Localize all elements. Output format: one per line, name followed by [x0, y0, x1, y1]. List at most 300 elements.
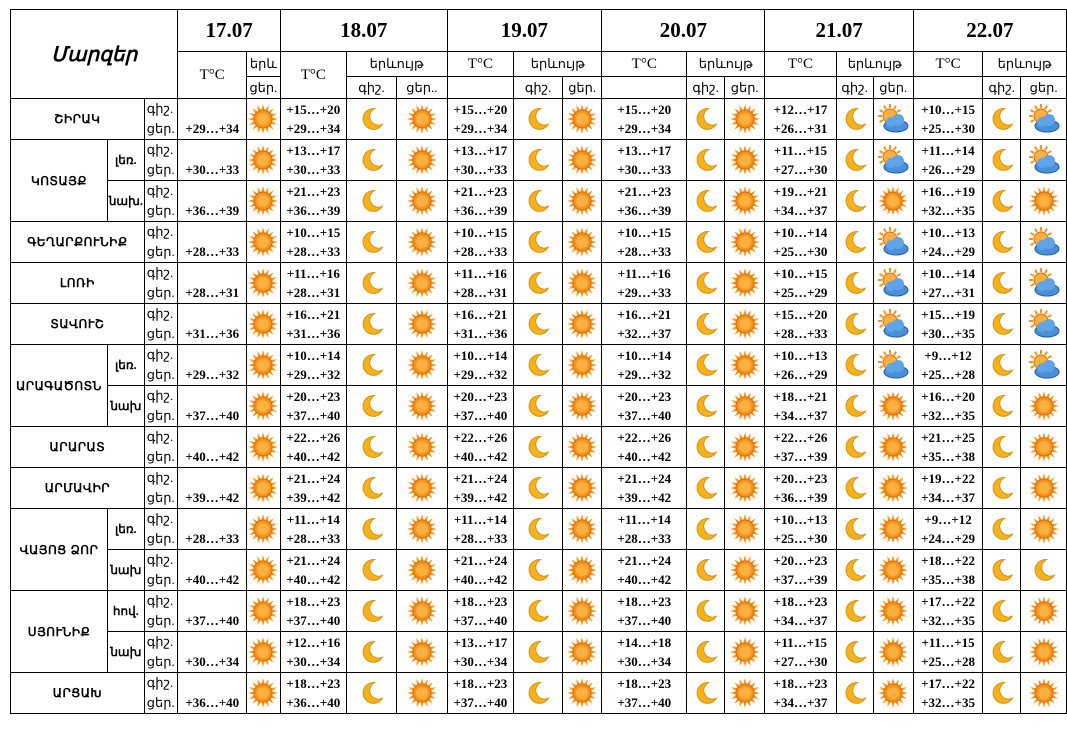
night-temp	[178, 633, 246, 652]
day-temp: +27…+31	[921, 285, 975, 300]
sun-icon	[563, 472, 601, 504]
icon-cell	[514, 181, 563, 222]
night-temp: +21…+24	[617, 471, 672, 486]
phen-header: երևույթ	[687, 52, 765, 77]
temp-cell	[280, 140, 346, 181]
night-temp: +11…+15	[773, 143, 828, 158]
sun-icon	[1021, 636, 1066, 668]
day-temp: +36…+39	[286, 203, 341, 218]
sun-icon	[397, 636, 446, 668]
temp-cell	[602, 673, 687, 714]
icon-cell	[514, 632, 563, 673]
phen-header: երևույթ	[346, 52, 447, 77]
subregion-label: լեռ.	[107, 509, 144, 550]
icon-cell	[873, 550, 913, 591]
night-temp: +22…+26	[773, 430, 828, 445]
icon-cell	[247, 386, 281, 427]
day-temp: +25…+30	[773, 244, 828, 259]
icon-cell	[397, 550, 447, 591]
icon-cell	[563, 427, 602, 468]
sun-icon	[1021, 390, 1066, 422]
night-temp: +11…+15	[921, 635, 975, 650]
sun-icon	[725, 595, 764, 627]
night-temp: +18…+23	[286, 676, 341, 691]
night-temp: +18…+21	[773, 389, 828, 404]
night-temp: +11…+16	[286, 266, 340, 281]
icon-cell	[346, 386, 397, 427]
icon-cell	[1021, 673, 1067, 714]
night-label: գիշ.	[146, 470, 174, 485]
table-row	[11, 222, 1067, 263]
table-row	[11, 673, 1067, 714]
temp-cell	[447, 99, 514, 140]
moon-icon	[687, 557, 724, 583]
icon-cell	[397, 181, 447, 222]
icon-cell	[687, 140, 725, 181]
icon-cell	[563, 632, 602, 673]
icon-cell	[397, 468, 447, 509]
night-temp: +14…+18	[617, 635, 672, 650]
icon-cell	[836, 632, 873, 673]
temp-cell	[447, 673, 514, 714]
moon-icon	[837, 598, 873, 624]
icon-cell	[563, 591, 602, 632]
sun-icon	[725, 677, 764, 709]
sun-icon	[874, 636, 913, 668]
icon-cell	[1021, 181, 1067, 222]
sun-cloud-icon	[1021, 227, 1066, 257]
icon-cell	[983, 263, 1021, 304]
phen-header: երևույթ	[983, 52, 1067, 77]
icon-cell	[397, 263, 447, 304]
temp-cell	[178, 345, 247, 386]
night-temp: +18…+23	[773, 676, 828, 691]
night-temp: +11…+16	[617, 266, 671, 281]
day-temp: +37…+40	[286, 408, 341, 423]
moon-icon	[687, 147, 724, 173]
temp-cell	[280, 181, 346, 222]
night-temp: +10…+13	[773, 512, 828, 527]
icon-cell	[563, 140, 602, 181]
icon-cell	[725, 591, 765, 632]
night-temp: +20…+23	[773, 553, 828, 568]
moon-icon	[983, 229, 1020, 255]
temp-cell	[178, 673, 247, 714]
region-name: ԱՐՄԱՎԻՐ	[11, 468, 145, 509]
temp-cell	[280, 386, 346, 427]
icon-cell	[247, 591, 281, 632]
icon-cell	[873, 468, 913, 509]
icon-cell	[1021, 550, 1067, 591]
day-temp: +36…+39	[617, 203, 672, 218]
icon-cell	[983, 181, 1021, 222]
night-day-labels	[144, 427, 178, 468]
night-day-labels	[144, 632, 178, 673]
day-label: ցեր.	[146, 326, 175, 341]
temp-cell	[280, 345, 346, 386]
night-temp: +13…+17	[617, 143, 672, 158]
icon-cell	[346, 222, 397, 263]
day-temp: +40…+42	[617, 449, 672, 464]
moon-icon	[514, 557, 562, 583]
icon-cell	[247, 345, 281, 386]
icon-cell	[873, 427, 913, 468]
night-day-labels	[144, 181, 178, 222]
temp-cell	[602, 140, 687, 181]
icon-cell	[725, 345, 765, 386]
moon-icon	[514, 680, 562, 706]
day-temp: +34…+37	[921, 490, 975, 505]
header-row-dates	[11, 10, 1067, 52]
temp-cell	[765, 591, 836, 632]
moon-icon	[983, 188, 1020, 214]
icon-cell	[725, 632, 765, 673]
moon-icon	[837, 188, 873, 214]
sun-icon	[397, 595, 446, 627]
night-temp	[178, 223, 246, 242]
night-day-labels	[144, 140, 178, 181]
day-temp: +36…+40	[185, 695, 240, 710]
night-temp: +19…+21	[773, 184, 828, 199]
sun-icon	[725, 103, 764, 135]
night-temp: +13…+17	[453, 635, 508, 650]
icon-cell	[514, 345, 563, 386]
icon-cell	[1021, 509, 1067, 550]
region-name: ԱՐԱՐԱՏ	[11, 427, 145, 468]
day-header: ցեր.	[725, 77, 765, 99]
temp-cell	[178, 427, 247, 468]
region-name: ՏԱՎՈՒՇ	[11, 304, 145, 345]
sun-icon	[397, 144, 446, 176]
sun-icon	[247, 554, 280, 586]
icon-cell	[563, 304, 602, 345]
day-temp: +37…+40	[617, 613, 672, 628]
sun-icon	[725, 267, 764, 299]
temp-header: T°C	[447, 52, 514, 77]
temp-header: T°C	[913, 52, 982, 77]
table-row	[11, 591, 1067, 632]
moon-icon	[983, 147, 1020, 173]
night-day-labels	[144, 591, 178, 632]
day-temp: +25…+30	[773, 531, 828, 546]
icon-cell	[873, 263, 913, 304]
icon-cell	[563, 263, 602, 304]
icon-cell	[687, 304, 725, 345]
icon-cell	[725, 509, 765, 550]
sun-cloud-icon	[874, 350, 913, 380]
night-temp: +22…+26	[617, 430, 672, 445]
date-18-07: 18.07	[280, 10, 447, 52]
day-header: ցեր.	[247, 77, 281, 99]
moon-icon	[687, 229, 724, 255]
sun-icon	[247, 144, 280, 176]
night-header: գիշ.	[346, 77, 397, 99]
day-temp: +40…+42	[286, 449, 341, 464]
temp-cell	[280, 263, 346, 304]
icon-cell	[563, 181, 602, 222]
night-temp: +11…+15	[773, 635, 828, 650]
day-temp: +24…+29	[921, 531, 975, 546]
moon-icon	[983, 639, 1020, 665]
moon-icon	[347, 516, 397, 542]
night-temp: +10…+14	[617, 348, 672, 363]
night-temp: +10…+15	[617, 225, 672, 240]
day-temp: +34…+37	[773, 695, 828, 710]
sun-icon	[874, 595, 913, 627]
temp-cell	[765, 509, 836, 550]
day-label: ցեր.	[146, 695, 175, 710]
moon-icon	[983, 516, 1020, 542]
night-temp: +16…+21	[617, 307, 672, 322]
sun-icon	[563, 636, 601, 668]
night-temp: +21…+24	[286, 553, 341, 568]
sun-icon	[397, 513, 446, 545]
temp-cell	[602, 222, 687, 263]
date-20-07: 20.07	[602, 10, 765, 52]
icon-cell	[687, 632, 725, 673]
icon-cell	[346, 181, 397, 222]
night-day-labels	[144, 304, 178, 345]
temp-cell	[178, 222, 247, 263]
icon-cell	[687, 427, 725, 468]
empty-header	[765, 77, 836, 99]
sun-icon	[725, 226, 764, 258]
icon-cell	[397, 99, 447, 140]
sun-icon	[397, 267, 446, 299]
icon-cell	[836, 99, 873, 140]
moon-icon	[514, 639, 562, 665]
icon-cell	[725, 386, 765, 427]
night-temp: +9…+12	[924, 348, 972, 363]
temp-cell	[602, 468, 687, 509]
icon-cell	[514, 304, 563, 345]
icon-cell	[247, 427, 281, 468]
temp-cell	[913, 263, 982, 304]
night-label: գիշ.	[146, 634, 174, 649]
temp-cell	[913, 591, 982, 632]
icon-cell	[836, 550, 873, 591]
night-temp: +22…+26	[286, 430, 341, 445]
temp-cell	[765, 632, 836, 673]
night-temp: +11…+14	[286, 512, 340, 527]
table-row	[11, 386, 1067, 427]
moon-icon	[514, 106, 562, 132]
moon-icon	[347, 106, 397, 132]
day-temp: +36…+39	[453, 203, 508, 218]
sun-icon	[725, 185, 764, 217]
night-temp: +20…+23	[773, 471, 828, 486]
night-temp: +10…+13	[773, 348, 828, 363]
icon-cell	[983, 427, 1021, 468]
icon-cell	[346, 99, 397, 140]
icon-cell	[1021, 345, 1067, 386]
moon-icon	[837, 393, 873, 419]
day-temp: +31…+36	[185, 326, 240, 341]
day-temp: +32…+35	[921, 408, 975, 423]
icon-cell	[1021, 427, 1067, 468]
icon-cell	[836, 468, 873, 509]
phen-header: երևույթ	[836, 52, 913, 77]
day-temp: +28…+33	[185, 244, 240, 259]
night-temp: +15…+19	[921, 307, 975, 322]
night-label: գիշ.	[146, 347, 174, 362]
moon-icon	[347, 680, 397, 706]
icon-cell	[873, 591, 913, 632]
night-temp: +17…+22	[921, 676, 975, 691]
day-temp: +29…+32	[286, 367, 341, 382]
moon-icon	[687, 598, 724, 624]
night-label: գիշ.	[146, 306, 174, 321]
sun-icon	[563, 226, 601, 258]
night-temp: +18…+23	[773, 594, 828, 609]
sun-icon	[874, 513, 913, 545]
day-label: ցեր.	[146, 162, 175, 177]
temp-cell	[447, 304, 514, 345]
moon-icon	[1021, 557, 1066, 583]
temp-cell	[447, 550, 514, 591]
region-name: ԼՈՌԻ	[11, 263, 145, 304]
temp-cell	[913, 550, 982, 591]
icon-cell	[1021, 591, 1067, 632]
icon-cell	[1021, 386, 1067, 427]
day-temp: +30…+33	[185, 162, 240, 177]
icon-cell	[397, 222, 447, 263]
night-temp: +16…+20	[921, 389, 975, 404]
icon-cell	[983, 632, 1021, 673]
day-temp: +25…+28	[921, 367, 975, 382]
moon-icon	[347, 598, 397, 624]
sun-icon	[874, 472, 913, 504]
moon-icon	[514, 311, 562, 337]
icon-cell	[397, 386, 447, 427]
icon-cell	[873, 345, 913, 386]
night-temp: +10…+14	[453, 348, 508, 363]
moon-icon	[687, 106, 724, 132]
icon-cell	[983, 550, 1021, 591]
region-name: ՍՅՈՒՆԻՔ	[11, 591, 108, 673]
icon-cell	[725, 468, 765, 509]
icon-cell	[836, 386, 873, 427]
icon-cell	[1021, 263, 1067, 304]
icon-cell	[247, 99, 281, 140]
moon-icon	[514, 270, 562, 296]
subregion-label: հով.	[107, 591, 144, 632]
night-temp	[178, 264, 246, 283]
temp-cell	[602, 550, 687, 591]
day-temp: +25…+30	[921, 121, 975, 136]
night-temp: +18…+22	[921, 553, 975, 568]
day-temp: +35…+38	[921, 572, 975, 587]
icon-cell	[725, 140, 765, 181]
icon-cell	[563, 386, 602, 427]
day-temp: +37…+40	[453, 613, 508, 628]
icon-cell	[397, 304, 447, 345]
night-temp: +18…+23	[453, 594, 508, 609]
moon-icon	[347, 475, 397, 501]
icon-cell	[514, 222, 563, 263]
sun-icon	[874, 390, 913, 422]
sun-icon	[397, 390, 446, 422]
temp-cell	[447, 632, 514, 673]
date-21-07: 21.07	[765, 10, 914, 52]
sun-icon	[397, 226, 446, 258]
day-temp: +30…+33	[453, 162, 508, 177]
night-day-labels	[144, 386, 178, 427]
night-day-labels	[144, 99, 178, 140]
sun-icon	[874, 554, 913, 586]
day-label: ցեր.	[146, 613, 175, 628]
sun-cloud-icon	[874, 104, 913, 134]
day-temp: +37…+40	[286, 613, 341, 628]
day-temp: +29…+33	[617, 285, 672, 300]
forecast-body	[11, 10, 1067, 714]
night-temp: +16…+21	[286, 307, 341, 322]
night-day-labels	[144, 468, 178, 509]
night-label: գիշ.	[146, 388, 174, 403]
day-temp: +28…+33	[185, 531, 240, 546]
day-temp: +36…+39	[773, 490, 828, 505]
day-temp: +37…+40	[617, 695, 672, 710]
day-temp: +29…+32	[185, 367, 240, 382]
sun-icon	[725, 554, 764, 586]
night-temp: +13…+17	[453, 143, 508, 158]
sun-icon	[874, 431, 913, 463]
day-temp: +28…+31	[286, 285, 341, 300]
icon-cell	[983, 468, 1021, 509]
sun-icon	[725, 390, 764, 422]
sun-icon	[874, 185, 913, 217]
moon-icon	[837, 147, 873, 173]
night-label: գիշ.	[146, 101, 174, 116]
moon-icon	[983, 434, 1020, 460]
icon-cell	[873, 509, 913, 550]
night-temp: +11…+14	[617, 512, 671, 527]
icon-cell	[247, 304, 281, 345]
region-name: ՇԻՐԱԿ	[11, 99, 145, 140]
sun-icon	[247, 677, 280, 709]
temp-cell	[280, 427, 346, 468]
day-temp: +34…+37	[773, 203, 828, 218]
moon-icon	[514, 352, 562, 378]
icon-cell	[983, 304, 1021, 345]
night-temp: +21…+25	[921, 430, 975, 445]
subregion-label: նախ	[107, 550, 144, 591]
day-temp: +29…+34	[453, 121, 508, 136]
temp-cell	[280, 673, 346, 714]
temp-header: T°C	[765, 52, 836, 77]
night-header: գիշ.	[836, 77, 873, 99]
day-temp: +40…+42	[185, 449, 240, 464]
icon-cell	[983, 99, 1021, 140]
icon-cell	[1021, 222, 1067, 263]
temp-cell	[765, 222, 836, 263]
day-temp: +25…+28	[921, 654, 975, 669]
night-day-labels	[144, 550, 178, 591]
icon-cell	[983, 345, 1021, 386]
temp-cell	[280, 632, 346, 673]
moon-icon	[983, 311, 1020, 337]
icon-cell	[1021, 304, 1067, 345]
icon-cell	[346, 468, 397, 509]
sun-icon	[563, 103, 601, 135]
moon-icon	[687, 352, 724, 378]
night-day-labels	[144, 263, 178, 304]
icon-cell	[687, 222, 725, 263]
day-temp: +31…+36	[453, 326, 508, 341]
table-row	[11, 468, 1067, 509]
icon-cell	[346, 140, 397, 181]
day-header: ցեր.	[563, 77, 602, 99]
